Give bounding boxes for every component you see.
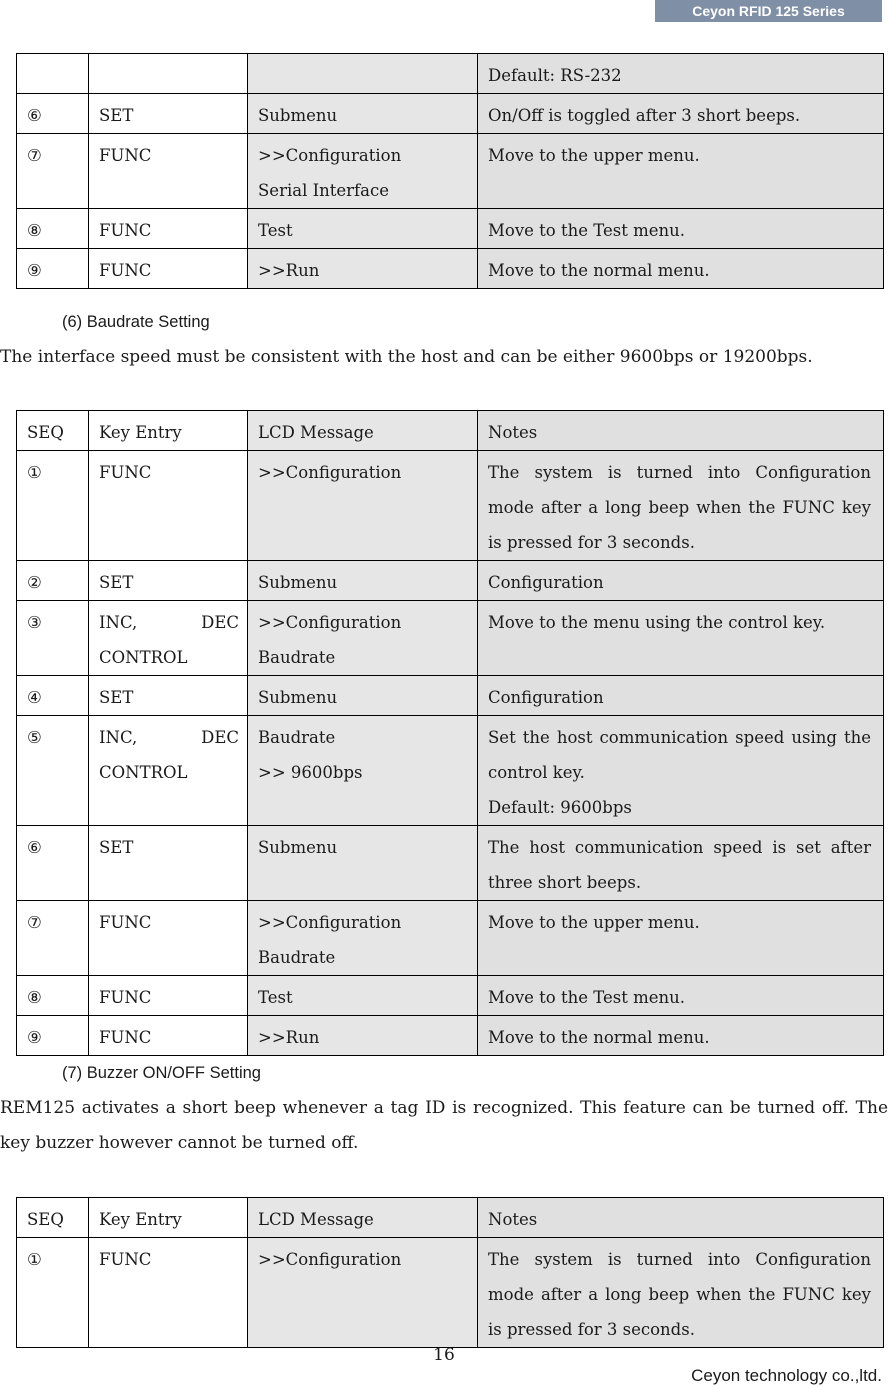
buzzer-setting-table [16,1197,884,1348]
notes-cell-line: Move to the upper menu. [488,913,700,932]
notes-cell [478,134,884,209]
key-entry-cell [89,209,248,249]
lcd-message-cell-line: Submenu [258,838,338,857]
lcd-message-cell [248,901,478,976]
notes-cell-line: Move to the normal menu. [488,1028,710,1047]
notes-cell [478,209,884,249]
notes-cell-line: The system is turned into Configuration mode after a long beep when the FUNC key is pressed for 3 seconds. [488,463,871,552]
page-number: 16 [433,1345,455,1365]
seq-cell: ⑥ [17,94,89,134]
key-entry-line [99,720,239,755]
key-entry-cell [89,1238,248,1348]
lcd-message-cell-line: >>Configuration [258,463,402,482]
key-entry-header: Key Entry [89,1198,248,1238]
seq-cell: ① [17,451,89,561]
notes-cell-line: Move to the Test menu. [488,988,685,1007]
key-entry-word: CONTROL [99,648,188,667]
lcd-message-cell-line: Test [258,221,293,240]
lcd-message-header: LCD Message [248,1198,478,1238]
table-row [17,1016,884,1056]
table-row [17,451,884,561]
notes-cell-line: Configuration [488,573,604,592]
seq-cell: ⑧ [17,976,89,1016]
key-entry-cell-line: FUNC [99,146,152,165]
lcd-message-cell [248,601,478,676]
notes-cell-line: The host communication speed is set after three short beeps. [488,838,871,892]
key-entry-word: CONTROL [99,763,188,782]
section-7-intro: REM125 activates a short beep whenever a tag ID is recognized. This feature can be turned off. The key buzzer however cannot be turned off. [0,1098,888,1153]
lcd-message-cell-line: Baudrate [258,948,336,967]
notes-cell-line: Default: RS-232 [488,66,622,85]
lcd-message-cell-line: Serial Interface [258,181,389,200]
table-row [17,716,884,826]
seq-cell [17,54,89,94]
notes-cell [478,676,884,716]
notes-cell [478,901,884,976]
lcd-message-cell-line: Submenu [258,688,338,707]
lcd-message-cell-line: >>Run [258,261,320,280]
lcd-message-cell [248,976,478,1016]
key-entry-cell-line: SET [99,106,134,125]
key-entry-cell-line: FUNC [99,463,152,482]
table-row [17,676,884,716]
key-entry-cell [89,676,248,716]
table-header-row [17,411,884,451]
lcd-message-cell [248,676,478,716]
key-entry-cell [89,1016,248,1056]
notes-cell [478,976,884,1016]
key-entry-word: DEC [201,613,239,632]
notes-cell-line: Move to the normal menu. [488,261,710,280]
lcd-message-cell [248,134,478,209]
key-entry-cell-line: FUNC [99,1028,152,1047]
key-entry-cell [89,826,248,901]
table-row [17,561,884,601]
series-badge: Ceyon RFID 125 Series [655,0,882,22]
notes-cell-line: Default: 9600bps [488,798,632,817]
table-row [17,209,884,249]
seq-cell: ② [17,561,89,601]
table-row [17,601,884,676]
lcd-message-cell [248,54,478,94]
company-name: Ceyon technology co.,ltd. [691,1366,882,1385]
seq-cell: ④ [17,676,89,716]
notes-cell [478,249,884,289]
notes-cell [478,826,884,901]
notes-cell-line: The system is turned into Configuration mode after a long beep when the FUNC key is pressed for 3 seconds. [488,1250,871,1339]
lcd-message-cell-line: >>Configuration [258,913,402,932]
lcd-message-cell [248,716,478,826]
key-entry-cell-line: FUNC [99,221,152,240]
seq-cell: ⑦ [17,134,89,209]
key-entry-header: Key Entry [89,411,248,451]
seq-cell: ⑦ [17,901,89,976]
lcd-message-cell-line: >>Configuration [258,146,402,165]
key-entry-cell-line: FUNC [99,988,152,1007]
lcd-message-cell [248,826,478,901]
notes-cell [478,54,884,94]
notes-header: Notes [478,1198,884,1238]
key-entry-word: DEC [201,728,239,747]
key-entry-cell-line: FUNC [99,913,152,932]
key-entry-line [99,605,239,640]
table-row [17,901,884,976]
baudrate-setting-table [16,410,884,1056]
key-entry-cell [89,976,248,1016]
lcd-message-cell [248,209,478,249]
notes-cell [478,716,884,826]
lcd-message-cell-line: Baudrate [258,728,336,747]
key-entry-cell [89,94,248,134]
seq-cell: ⑨ [17,1016,89,1056]
table-row [17,826,884,901]
key-entry-cell-line: SET [99,573,134,592]
notes-cell [478,94,884,134]
seq-cell: ⑤ [17,716,89,826]
seq-cell: ⑧ [17,209,89,249]
lcd-message-cell-line: >>Configuration [258,1250,402,1269]
notes-cell-line: Set the host communication speed using the control key. [488,728,871,782]
notes-cell-line: Move to the Test menu. [488,221,685,240]
key-entry-cell-line: SET [99,838,134,857]
lcd-message-cell [248,249,478,289]
key-entry-cell [89,561,248,601]
seq-header: SEQ [17,411,89,451]
notes-cell-line: Move to the upper menu. [488,146,700,165]
table-header-row [17,1198,884,1238]
lcd-message-cell [248,1016,478,1056]
key-entry-cell [89,249,248,289]
notes-cell [478,451,884,561]
notes-cell [478,1238,884,1348]
seq-cell: ⑥ [17,826,89,901]
lcd-message-cell-line: Test [258,988,293,1007]
seq-cell: ① [17,1238,89,1348]
lcd-message-cell-line: Baudrate [258,648,336,667]
key-entry-cell [89,716,248,826]
lcd-message-cell [248,561,478,601]
lcd-message-cell-line: Submenu [258,573,338,592]
lcd-message-cell [248,1238,478,1348]
notes-cell-line: On/Off is toggled after 3 short beeps. [488,106,801,125]
lcd-message-header: LCD Message [248,411,478,451]
notes-cell-line: Move to the menu using the control key. [488,613,826,632]
notes-cell [478,561,884,601]
key-entry-cell-line: FUNC [99,1250,152,1269]
table-row [17,134,884,209]
section-6-intro: The interface speed must be consistent with the host and can be either 9600bps or 19200bps. [0,347,813,367]
seq-cell: ③ [17,601,89,676]
lcd-message-cell-line: >>Configuration [258,613,402,632]
lcd-message-cell-line: >>Run [258,1028,320,1047]
table-row [17,1238,884,1348]
lcd-message-cell-line: >> 9600bps [258,763,363,782]
seq-cell: ⑨ [17,249,89,289]
lcd-message-cell-line: Submenu [258,106,338,125]
notes-header: Notes [478,411,884,451]
table-row [17,249,884,289]
table-row [17,976,884,1016]
key-entry-cell-line: FUNC [99,261,152,280]
seq-header: SEQ [17,1198,89,1238]
key-entry-cell [89,901,248,976]
key-entry-cell-line: SET [99,688,134,707]
key-entry-word: INC, [99,728,138,747]
key-entry-word: INC, [99,613,138,632]
key-entry-cell [89,601,248,676]
lcd-message-cell [248,451,478,561]
key-entry-cell [89,134,248,209]
table-row [17,54,884,94]
lcd-message-cell [248,94,478,134]
notes-cell [478,1016,884,1056]
notes-cell-line: Configuration [488,688,604,707]
key-entry-cell [89,54,248,94]
notes-cell [478,601,884,676]
key-entry-cell [89,451,248,561]
serial-interface-table-continued [16,53,884,289]
section-6-heading: (6) Baudrate Setting [62,313,210,331]
table-row [17,94,884,134]
section-7-heading: (7) Buzzer ON/OFF Setting [62,1064,261,1082]
